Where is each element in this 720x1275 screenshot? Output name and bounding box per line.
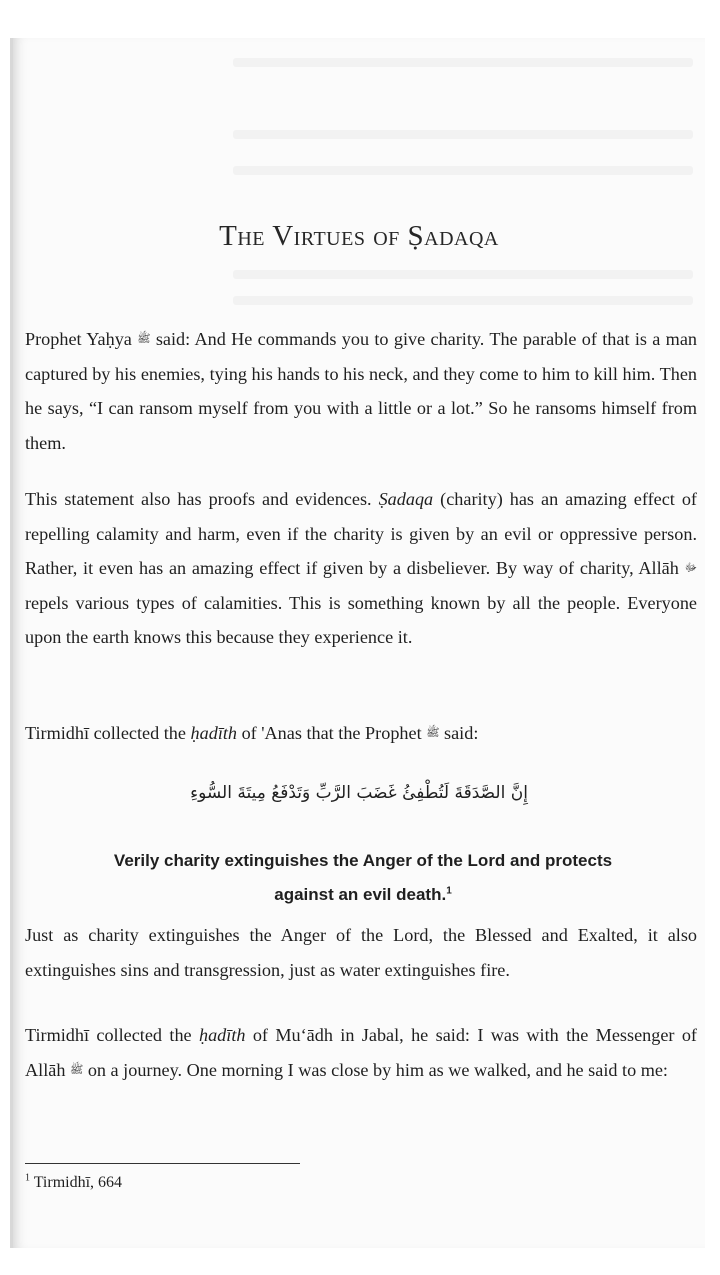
paragraph-2: This statement also has proofs and evidences. Ṣadaqa (charity) has an amazing effect of repelling calamity and harm, even if the charity is given by an evil or oppressive person. Rather, it even has an amazing effect if given by a disbeliever. By way of charity, Allāh ﷻ repels various types of calamities. This is something known by all the people. Everyone upon the earth knows this because they experience it. xyxy=(25,489,697,647)
footnote: $^1$ Tirmidhī, 664 xyxy=(25,1172,123,1191)
paragraph-1: Prophet Yaḥya ﷺ said: And He commands you to give charity. The parable of that is a man captured by his enemies, tying his hands to his neck, and they come to him to kill him. Then he says, “I can ransom myself from you with a little or a lot.” So he ransoms himself from them. xyxy=(25,329,697,453)
bleed-through-line xyxy=(233,130,693,139)
footnote-divider xyxy=(25,1163,300,1164)
hadith-translation: Verily charity extinguishes the Anger of the Lord and protects against an evil death.$^1$ xyxy=(113,851,613,904)
book-page xyxy=(10,38,705,1248)
honorific-icon: ﷺ xyxy=(426,727,440,739)
paragraph-3: Tirmidhī collected the ḥadīth of 'Anas that the Prophet ﷺ said: xyxy=(25,723,479,743)
arabic-hadith: إِنَّ الصَّدَقَةَ لَتُطْفِئُ غَضَبَ الرَّبِّ وَتَدْفَعُ مِيتَةَ السُّوءِ xyxy=(190,783,528,803)
bleed-through-line xyxy=(233,270,693,279)
paragraph-5: Tirmidhī collected the ḥadīth of Mu‘ādh in Jabal, he said: I was with the Messenger of Allāh ﷺ on a journey. One morning I was close by him as we walked, and he said to me: xyxy=(25,1025,697,1080)
honorific-icon: ﷺ xyxy=(137,333,151,345)
paragraph-4: Just as charity extinguishes the Anger of the Lord, the Blessed and Exalted, it also extinguishes sins and transgression, just as water extinguishes fire. xyxy=(25,925,697,980)
footnote-reference[interactable]: 1 xyxy=(446,885,452,897)
bleed-through-line xyxy=(233,58,693,67)
bleed-through-line xyxy=(233,296,693,305)
bleed-through-line xyxy=(233,166,693,175)
honorific-icon: ﷺ xyxy=(69,1063,84,1076)
honorific-icon: ﷻ xyxy=(684,562,697,574)
chapter-title: The Virtues of Ṣadaqa xyxy=(219,220,499,252)
